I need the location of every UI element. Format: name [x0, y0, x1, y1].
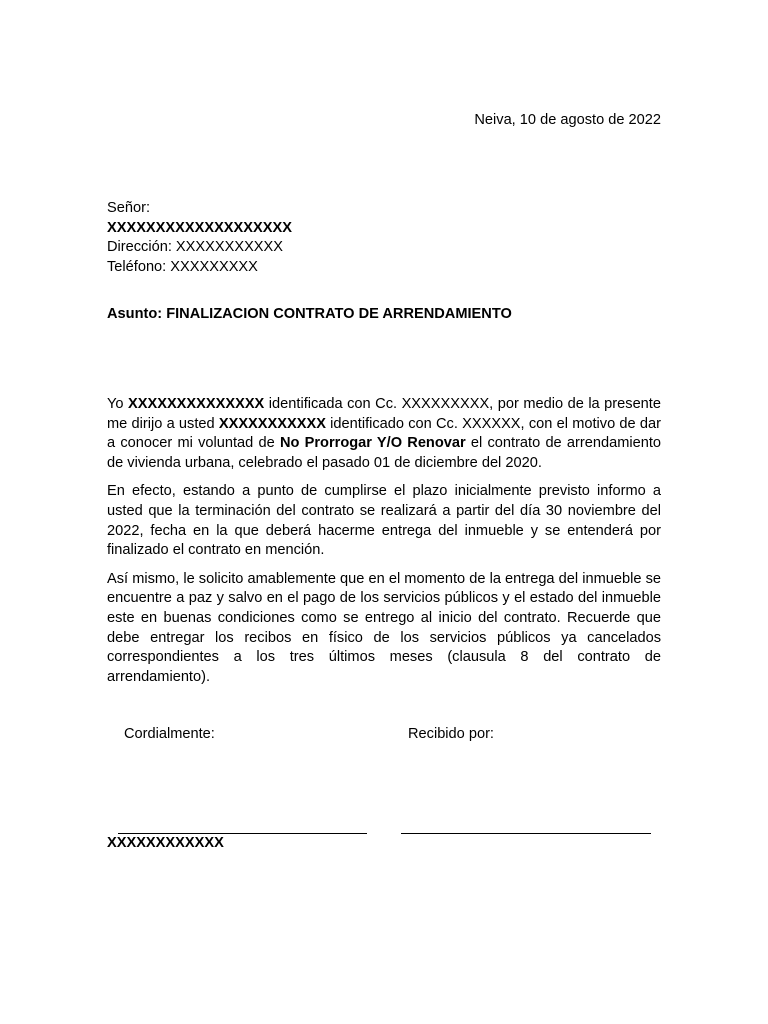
subject-line — [107, 305, 512, 325]
recipient-phone: Teléfono: XXXXXXXXX — [107, 258, 258, 275]
p1-text-4: el contrato de arrendamiento de vivienda urbana, celebrado el pasado 01 de diciembre del 2020. — [107, 435, 662, 471]
letter-body — [107, 395, 661, 696]
p1-text-1: Yo — [107, 396, 129, 412]
p1-intent: No Prorrogar Y/O Renovar — [279, 435, 466, 452]
subject-text: FINALIZACION CONTRATO DE ARRENDAMIENTO — [166, 306, 512, 322]
recipient-name: XXXXXXXXXXXXXXXXXXX — [107, 219, 292, 236]
closing-received-by: Recibido por: — [408, 726, 494, 742]
paragraph-1 — [107, 395, 661, 473]
signature-line-receiver — [401, 833, 651, 834]
p1-sender-name: XXXXXXXXXXXXXX — [128, 396, 265, 412]
signer-name: XXXXXXXXXXXX — [107, 835, 224, 851]
p1-recipient-name: XXXXXXXXXXX — [218, 415, 326, 432]
recipient-address: Dirección: XXXXXXXXXXX — [107, 239, 284, 256]
date-line: Neiva, 10 de agosto de 2022 — [474, 112, 661, 128]
p1-text-2: identificada con Cc. XXXXXXXXX, por medio de la presente me dirijo a usted — [107, 396, 661, 432]
recipient-block — [107, 199, 292, 277]
paragraph-3: Así mismo, le solicito amablemente que en el momento de la entrega del inmueble se encuentre a paz y salvo en el pago de los servicios públicos y el estado del inmueble este en buenas condiciones como se entrego al inicio del contrato. Recuerde que debe entregar los recibos en físico de los servicios públicos ya cancelados correspondientes a los tres últimos meses (clausula 8 del contrato de arrendamiento). — [107, 570, 661, 685]
recipient-salutation: Señor: — [107, 200, 150, 216]
paragraph-2: En efecto, estando a punto de cumplirse el plazo inicialmente previsto informo a usted que la terminación del contrato se realizará a partir del día 30 noviembre del 2022, fecha en la que deberá hacerme entrega del inmueble y se entenderá por finalizado el contrato en mención. — [107, 483, 661, 559]
p1-text-3: identificado con Cc. XXXXXX, con el motivo de dar a conocer mi voluntad de — [107, 415, 661, 452]
closing-cordially: Cordialmente: — [124, 726, 215, 742]
subject-label: Asunto: — [107, 306, 163, 322]
